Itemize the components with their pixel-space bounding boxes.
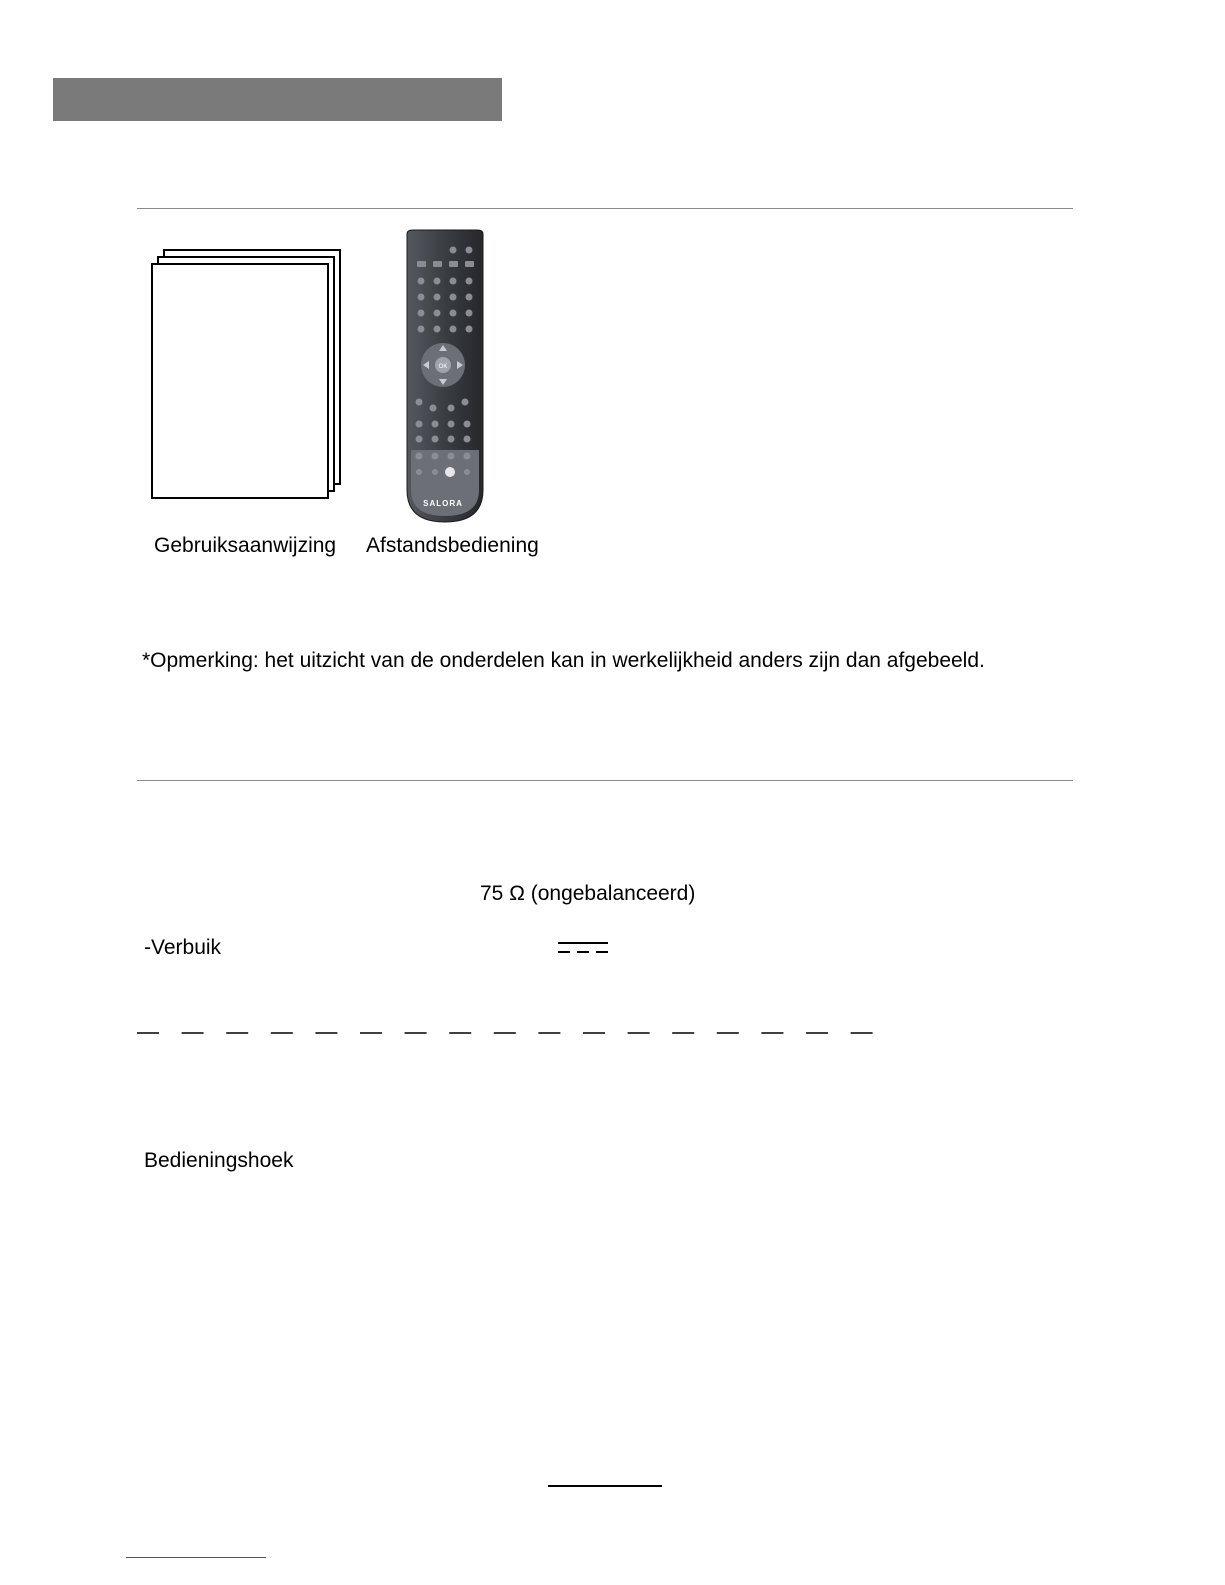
- dc-symbol-icon: [558, 940, 610, 956]
- remote-ok-label: OK: [438, 364, 448, 370]
- dashed-separator: [137, 1031, 877, 1035]
- spec-viewing-angle-label: Bedieningshoek: [144, 1149, 294, 1172]
- section-divider-specs: [137, 780, 1073, 781]
- remote-brand-label: SALORA: [423, 499, 463, 508]
- caption-manual: Gebruiksaanwijzing: [154, 534, 337, 557]
- spec-consumption-label: -Verbuik: [144, 936, 222, 959]
- section-divider: [137, 208, 1073, 209]
- footer-page-line: [548, 1485, 662, 1487]
- footer-link-underline: [126, 1557, 266, 1558]
- section-header-bar: [53, 78, 502, 121]
- spec-antenna-impedance: 75 Ω (ongebalanceerd): [480, 882, 696, 905]
- accessories-note: *Opmerking: het uitzicht van de onderdelen kan in werkelijkheid anders zijn dan afgebeeld.: [142, 649, 985, 672]
- caption-remote: Afstandsbediening: [366, 534, 539, 557]
- remote-control-icon: [403, 228, 487, 524]
- manual-booklet-icon: [148, 246, 348, 502]
